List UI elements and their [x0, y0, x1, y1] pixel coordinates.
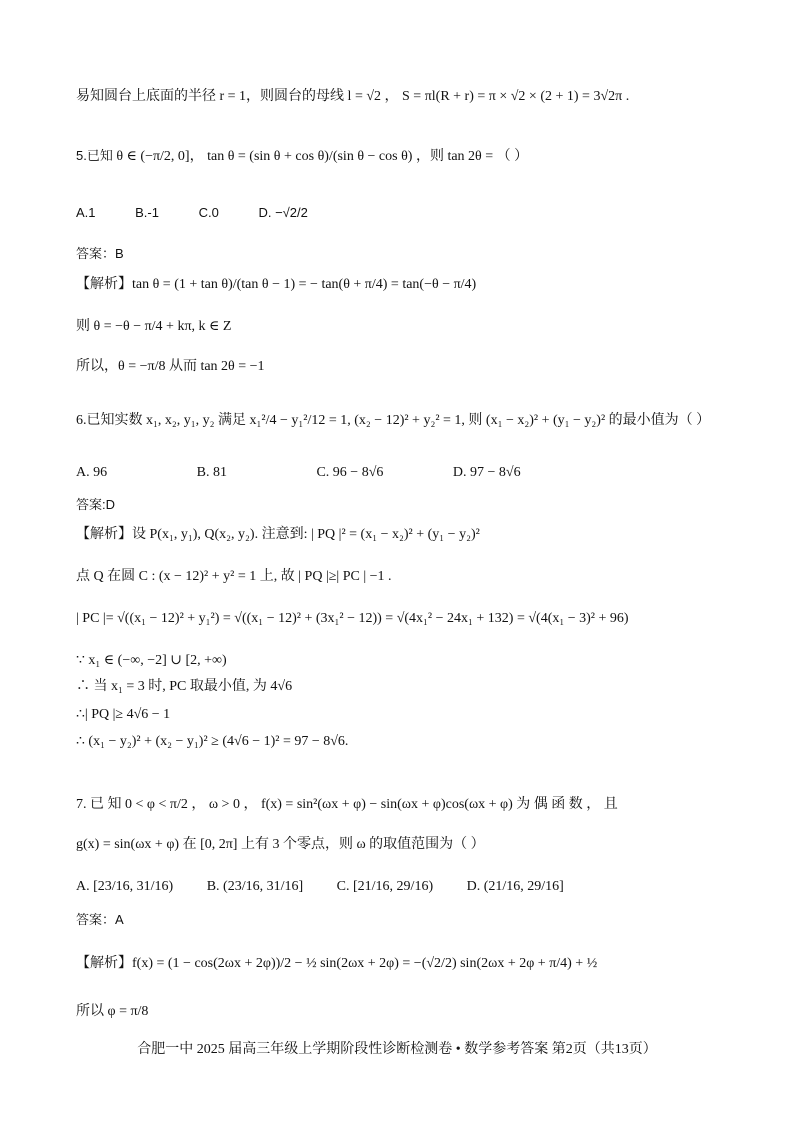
q7-option-d: D. (21/16, 29/16] [466, 879, 564, 894]
q5-option-b: B.-1 [135, 205, 159, 220]
q5-options [76, 205, 734, 222]
q7-analysis-2: 所以 φ = π/8 [76, 1004, 149, 1019]
q7-answer: 答案：A [76, 912, 124, 927]
q7-analysis-1: 【解析】f(x) = (1 − cos(2ωx + 2φ))/2 − ½ sin(2ωx + 2φ) = −(√2/2) sin(2ωx + 2φ + π/4) + ½ [76, 956, 598, 971]
q6-option-a: A. 96 [76, 465, 108, 480]
q7-option-b: B. (23/16, 31/16] [206, 879, 304, 894]
q6-stem: 6.已知实数 x₁, x₂, y₁, y₂ 满足 x₁²/4 − y₁²/12 = 1, (x₂ − 12)² + y₂² = 1, 则 (x₁ − x₂)² + (y₁ − y₂)² 的最小值为（ ） [76, 413, 711, 428]
q6-options [76, 464, 734, 482]
q6-analysis-7: ∴ (x₁ − y₂)² + (x₂ − y₁)² ≥ (4√6 − 1)² = 97 − 8√6. [76, 734, 349, 749]
q6-analysis-5: ∴ 当 x₁ = 3 时, PC 取最小值, 为 4√6 [76, 679, 293, 694]
q5-option-d: D. −√2/2 [258, 205, 308, 220]
q5-answer: 答案：B [76, 246, 124, 261]
q5-option-c: C.0 [198, 205, 219, 220]
q6-analysis-2: 点 Q 在圆 C : (x − 12)² + y² = 1 上, 故 | PQ |≥| PC | −1 . [76, 569, 392, 584]
q5-stem: 5.已知 θ ∈ (−π/2, 0]， tan θ = (sin θ + cos θ)/(sin θ − cos θ) ，则 tan 2θ = （ ） [76, 148, 529, 164]
q7-stem-2: g(x) = sin(ωx + φ) 在 [0, 2π] 上有 3 个零点，则 ω 的取值范围为（ ） [76, 837, 485, 852]
q6-option-b: B. 81 [196, 465, 227, 480]
page-footer: 合肥一中 2025 届高三年级上学期阶段性诊断检测卷 • 数学参考答案 第2页（共13页） [137, 1042, 657, 1057]
q5-stem-prefix: 5.已知 [76, 148, 113, 163]
q5-stem-domain: θ ∈ (−π/2, 0] [116, 149, 190, 164]
q5-analysis-1: 【解析】tan θ = (1 + tan θ)/(tan θ − 1) = − tan(θ + π/4) = tan(−θ − π/4) [76, 277, 477, 292]
q5-option-a: A.1 [76, 205, 96, 220]
q5-analysis-2: 则 θ = −θ − π/4 + kπ, k ∈ Z [76, 319, 232, 334]
q5-analysis-3: 所以，θ = −π/8 从而 tan 2θ = −1 [76, 359, 265, 374]
q6-option-c: C. 96 − 8√6 [316, 465, 384, 480]
q7-option-c: C. [21/16, 29/16) [336, 879, 434, 894]
q6-option-d: D. 97 − 8√6 [452, 465, 521, 480]
q5-stem-ask: ，则 tan 2θ = （ ） [415, 149, 529, 164]
q5-stem-cond: tan θ = (sin θ + cos θ)/(sin θ − cos θ) [207, 149, 413, 164]
intro-line: 易知圆台上底面的半径 r = 1，则圆台的母线 l = √2 ， S = πl(R + r) = π × √2 × (2 + 1) = 3√2π . [76, 89, 630, 104]
q7-options [76, 878, 734, 896]
q7-stem-1: 7. 已 知 0 < φ < π/2 ， ω > 0 ， f(x) = sin²(ωx + φ) − sin(ωx + φ)cos(ωx + φ) 为 偶 函 数 ， 且 [76, 797, 618, 812]
q6-analysis-6: ∴| PQ |≥ 4√6 − 1 [76, 707, 171, 722]
q6-analysis-4: ∵ x₁ ∈ (−∞, −2] ∪ [2, +∞) [76, 653, 227, 668]
q7-option-a: A. [23/16, 31/16) [76, 879, 174, 894]
q6-analysis-1: 【解析】设 P(x₁, y₁), Q(x₂, y₂). 注意到: | PQ |² = (x₁ − x₂)² + (y₁ − y₂)² [76, 527, 480, 542]
q6-answer: 答案:D [76, 497, 116, 512]
q6-analysis-3: | PC |= √((x₁ − 12)² + y₁²) = √((x₁ − 12)² + (3x₁² − 12)) = √(4x₁² − 24x₁ + 132) = √(4(x₁ − 3)² + 96) [76, 611, 629, 626]
